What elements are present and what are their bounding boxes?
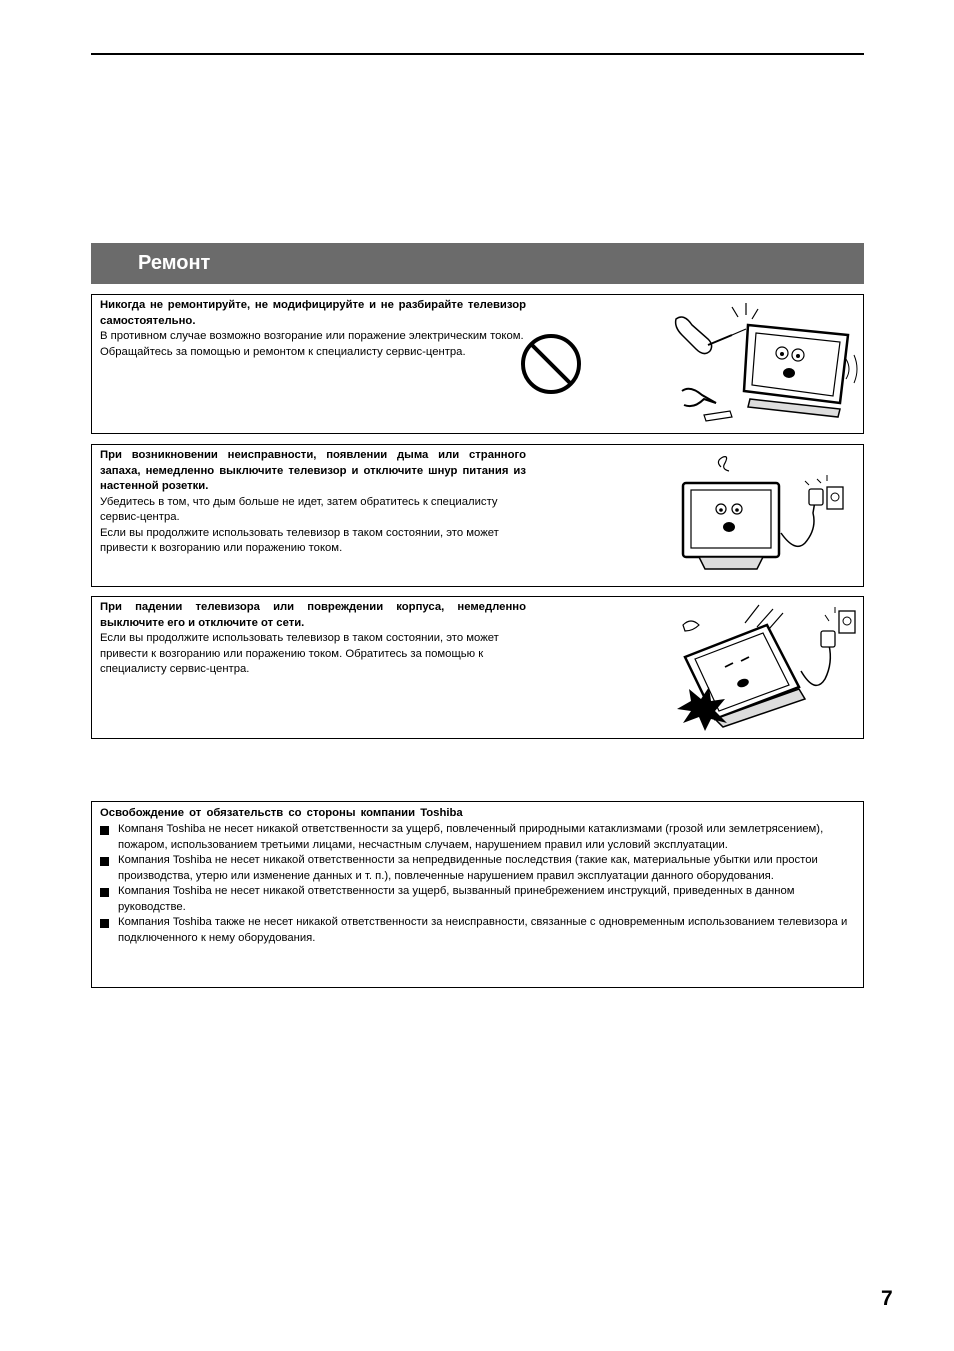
disclaimer-box: [91, 801, 864, 988]
warning-text: [100, 600, 526, 678]
list-item: [100, 853, 854, 884]
list-item: [100, 884, 854, 915]
list-item: [100, 915, 854, 946]
disclaimer-list: [100, 822, 854, 946]
list-item-text: Компания Toshiba не несет никакой ответственности за непредвиденные последствия (такие как, материальные убытки или простои производства, утерю или изменение данных и т. п.), повлеченные нарушением правил эксплуатации данного оборудования.: [118, 854, 818, 882]
warning-text: [100, 448, 526, 557]
warning-heading: Никогда не ремонтируйте, не модифицируйте и не разбирайте телевизор самостоятельно.: [100, 299, 526, 327]
tv-tools-illustration: [670, 299, 860, 429]
section-header: [91, 243, 864, 284]
top-rule: [91, 53, 864, 55]
list-item-text: Компания Toshiba также не несет никакой ответственности за неисправности, связанные с одновременным использованием телевизора и подключенного к нему оборудования.: [118, 916, 848, 944]
warning-heading: При падении телевизора или повреждении корпуса, немедленно выключите его и отключите от сети.: [100, 601, 526, 629]
warning-box-repair: [91, 294, 864, 434]
disclaimer-title: Освобождение от обязательств со стороны компании Toshiba: [100, 807, 463, 819]
page-number: 7: [881, 1287, 893, 1310]
square-bullet-icon: [100, 888, 109, 897]
warning-body: Если вы продолжите использовать телевизор в таком состоянии, это может привести к возгоранию или поражению током. Обратитесь за помощью к специалисту сервис-центра.: [100, 632, 499, 675]
warning-body: Если вы продолжите использовать телевизор в таком состоянии, это может привести к возгоранию или поражению током.: [100, 526, 499, 554]
square-bullet-icon: [100, 919, 109, 928]
square-bullet-icon: [100, 857, 109, 866]
warning-body: Убедитесь в том, что дым больше не идет, затем обратитесь к специалисту сервис-центра.: [100, 495, 498, 523]
warning-text: [100, 298, 526, 360]
section-title: Ремонт: [138, 252, 211, 274]
warning-box-smoke: [91, 444, 864, 587]
list-item-text: Компаня Toshiba не несет никакой ответственности за ущерб, повлеченный природными катаклизмами (грозой или землетрясением), пожаром, использованием третьими лицами, несчастным случаем, нарушением правил или условий эксплуатации.: [118, 823, 824, 851]
list-item: [100, 822, 854, 853]
warning-box-damage: [91, 596, 864, 739]
list-item-text: Компания Toshiba не несет никакой ответственности за ущерб, вызванный принебрежением инструкций, приведенных в данном руководстве.: [118, 885, 795, 913]
warning-heading: При возникновении неисправности, появлении дыма или странного запаха, немедленно выключите телевизор и отключите шнур питания из настенной розетки.: [100, 449, 526, 492]
tv-fallen-illustration: [675, 601, 860, 735]
square-bullet-icon: [100, 826, 109, 835]
tv-smoke-illustration: [677, 453, 857, 583]
warning-body: В противном случае возможно возгорание или поражение электрическим током. Обращайтесь за помощью и ремонтом к специалисту сервис-центра.: [100, 330, 524, 358]
prohibited-icon: [519, 332, 583, 396]
